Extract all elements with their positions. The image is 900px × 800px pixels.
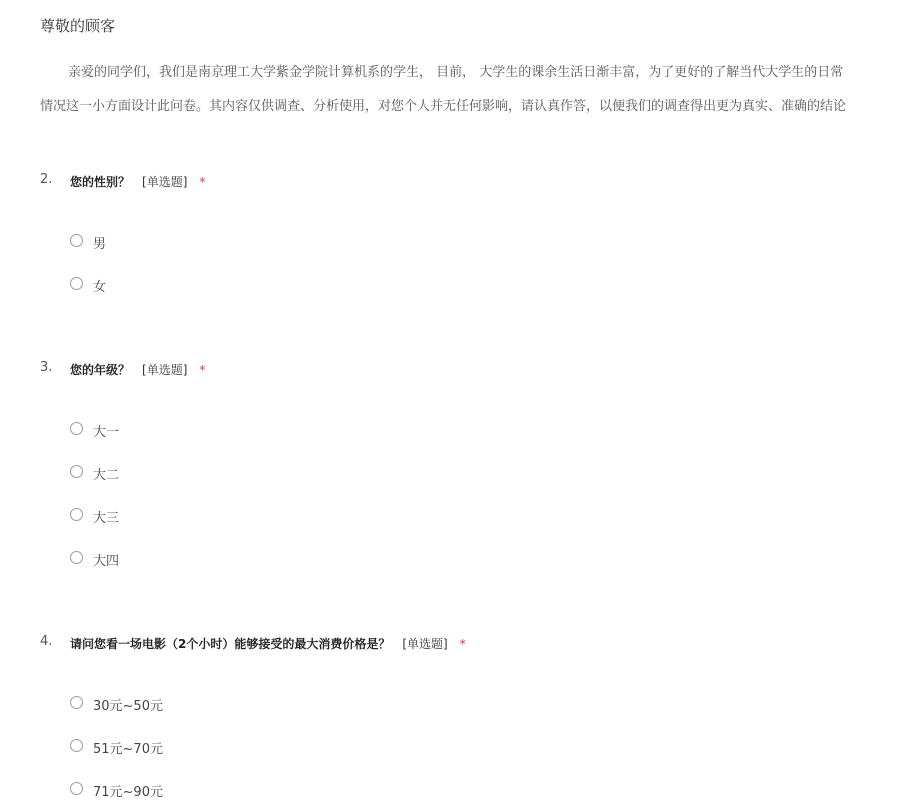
question-header	[40, 172, 900, 194]
radio-button[interactable]	[70, 508, 83, 521]
question-title	[70, 173, 205, 190]
intro-line-1: 亲爱的同学们，我们是南京理工大学紫金学院计算机系的学生， 目前， 大学生的课余生活日渐丰富，为了更好的了解当代大学生的日常	[68, 65, 844, 80]
intro-line-2: 情况这一小方面设计此问卷。其内容仅供调查、分析使用，对您个人并无任何影响，请认真作答，以便我们的调查得出更为真实、准确的结论	[40, 99, 847, 114]
question-number: 2.	[40, 172, 53, 187]
option-label[interactable]: 女	[93, 280, 107, 295]
radio-button[interactable]	[70, 782, 83, 795]
required-marker: *	[199, 363, 206, 377]
question-title-text: 您的性别？	[70, 175, 131, 189]
radio-button[interactable]	[70, 277, 83, 290]
option-label[interactable]: 大二	[93, 468, 120, 483]
question-header	[40, 634, 900, 656]
option-label[interactable]: 51元~70元	[93, 742, 163, 757]
question-header	[40, 360, 900, 382]
option-label[interactable]: 大四	[93, 554, 120, 569]
question-number: 3.	[40, 360, 53, 375]
radio-button[interactable]	[70, 234, 83, 247]
required-marker: *	[199, 175, 206, 189]
question-grade	[40, 360, 900, 569]
greeting-heading: 尊敬的顾客	[40, 17, 116, 35]
intro-paragraph	[40, 56, 900, 124]
option-label[interactable]: 大一	[93, 425, 120, 440]
question-type-label: [单选题]	[142, 175, 188, 189]
question-title	[70, 635, 466, 652]
question-title-text: 您的年级？	[70, 363, 131, 377]
radio-button[interactable]	[70, 465, 83, 478]
question-number: 4.	[40, 634, 53, 649]
radio-button[interactable]	[70, 739, 83, 752]
question-type-label: [单选题]	[142, 363, 188, 377]
required-marker: *	[459, 637, 466, 651]
question-gender	[40, 172, 900, 295]
question-movie-price	[40, 634, 900, 800]
option-label[interactable]: 大三	[93, 511, 120, 526]
question-title	[70, 361, 205, 378]
radio-button[interactable]	[70, 696, 83, 709]
option-label[interactable]: 男	[93, 237, 107, 252]
question-title-text: 请问您看一场电影（2个小时）能够接受的最大消费价格是？	[70, 637, 391, 651]
question-type-label: [单选题]	[402, 637, 448, 651]
option-label[interactable]: 71元~90元	[93, 785, 163, 800]
radio-button[interactable]	[70, 422, 83, 435]
radio-button[interactable]	[70, 551, 83, 564]
option-label[interactable]: 30元~50元	[93, 699, 163, 714]
